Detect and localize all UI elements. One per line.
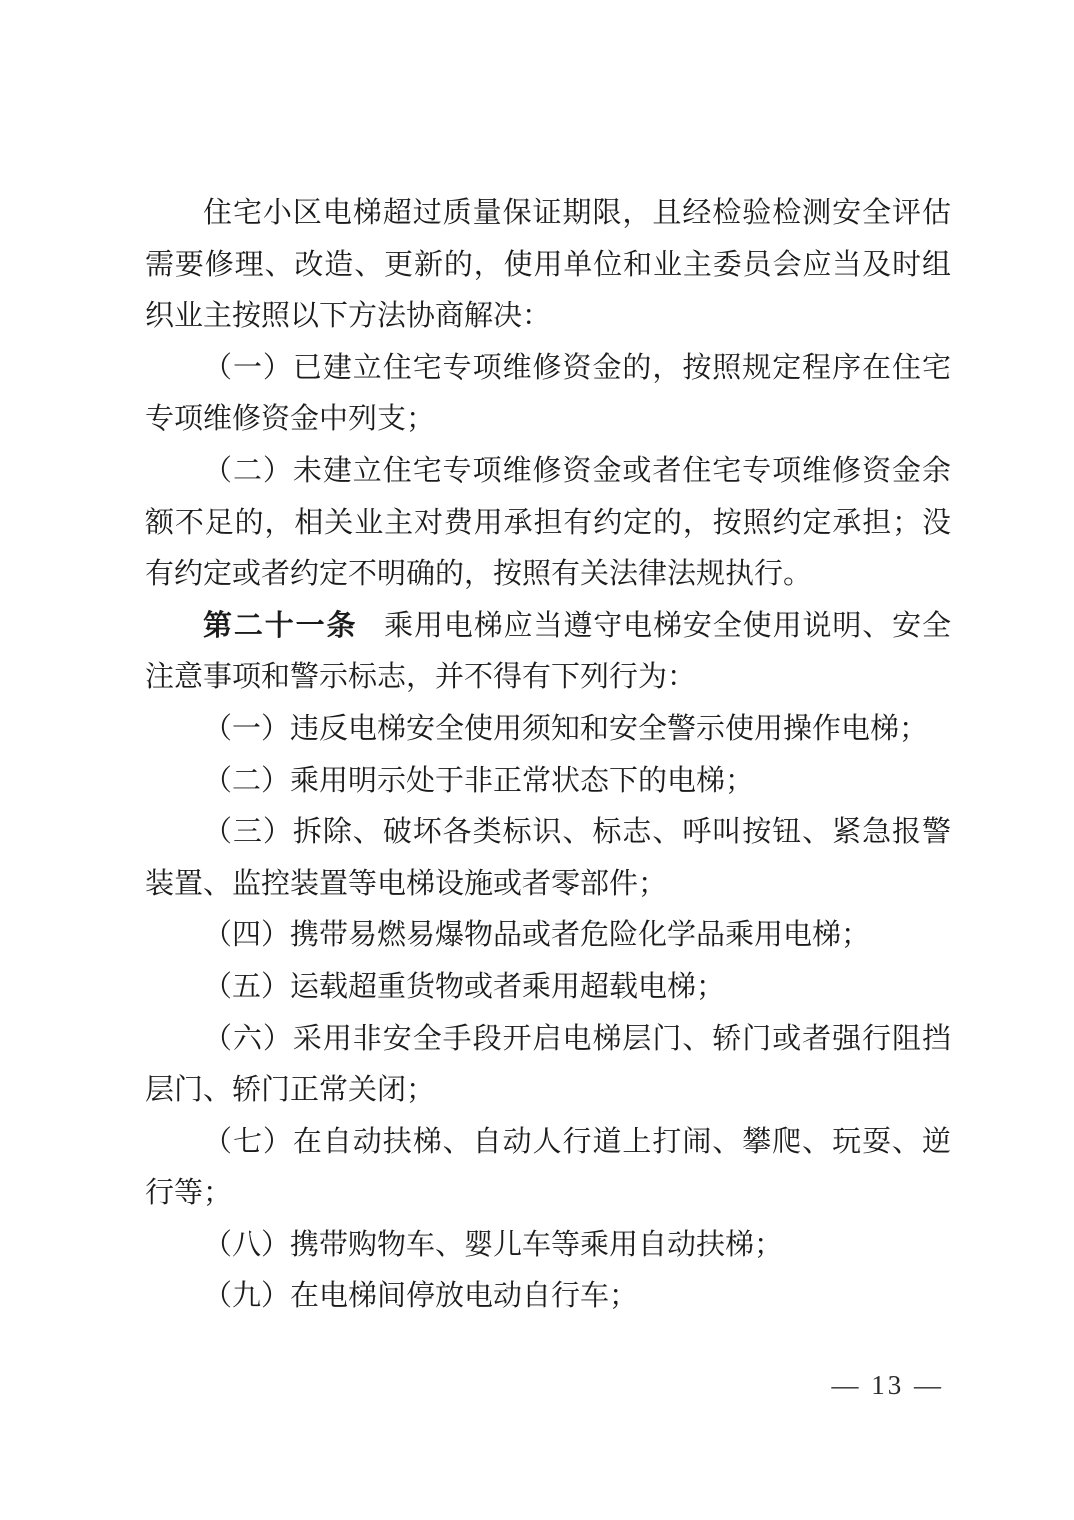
prohibited-item-7: （七）在自动扶梯、自动人行道上打闹、攀爬、玩耍、逆行等； bbox=[145, 1125, 951, 1210]
article-21-paragraph bbox=[145, 601, 951, 704]
prohibited-item-1: （一）违反电梯安全使用须知和安全警示使用操作电梯； bbox=[203, 712, 929, 745]
prohibited-item-2: （二）乘用明示处于非正常状态下的电梯； bbox=[203, 764, 755, 797]
page-number: — 13 — bbox=[831, 1370, 944, 1400]
method-item-1: （一）已建立住宅专项维修资金的，按照规定程序在住宅专项维修资金中列支； bbox=[145, 351, 951, 436]
document-body bbox=[145, 188, 951, 1323]
prohibited-item-4: （四）携带易燃易爆物品或者危险化学品乘用电梯； bbox=[203, 919, 871, 952]
method-item-2: （二）未建立住宅专项维修资金或者住宅专项维修资金余额不足的，相关业主对费用承担有约定的，按照约定承担；没有约定或者约定不明确的，按照有关法律法规执行。 bbox=[145, 454, 951, 591]
intro-paragraph: 住宅小区电梯超过质量保证期限，且经检验检测安全评估需要修理、改造、更新的，使用单位和业主委员会应当及时组织业主按照以下方法协商解决： bbox=[145, 197, 951, 333]
prohibited-item-6: （六）采用非安全手段开启电梯层门、轿门或者强行阻挡层门、轿门正常关闭； bbox=[145, 1022, 951, 1107]
prohibited-item-9: （九）在电梯间停放电动自行车； bbox=[203, 1280, 639, 1313]
article-21-text: 乘用电梯应当遵守电梯安全使用说明、安全注意事项和警示标志，并不得有下列行为： bbox=[145, 609, 951, 694]
article-21-number: 第二十一条 bbox=[203, 609, 358, 642]
prohibited-item-8: （八）携带购物车、婴儿车等乘用自动扶梯； bbox=[203, 1228, 784, 1261]
prohibited-item-3: （三）拆除、破坏各类标识、标志、呼叫按钮、紧急报警装置、监控装置等电梯设施或者零部件； bbox=[145, 816, 951, 900]
prohibited-item-5: （五）运载超重货物或者乘用超载电梯； bbox=[203, 970, 726, 1003]
